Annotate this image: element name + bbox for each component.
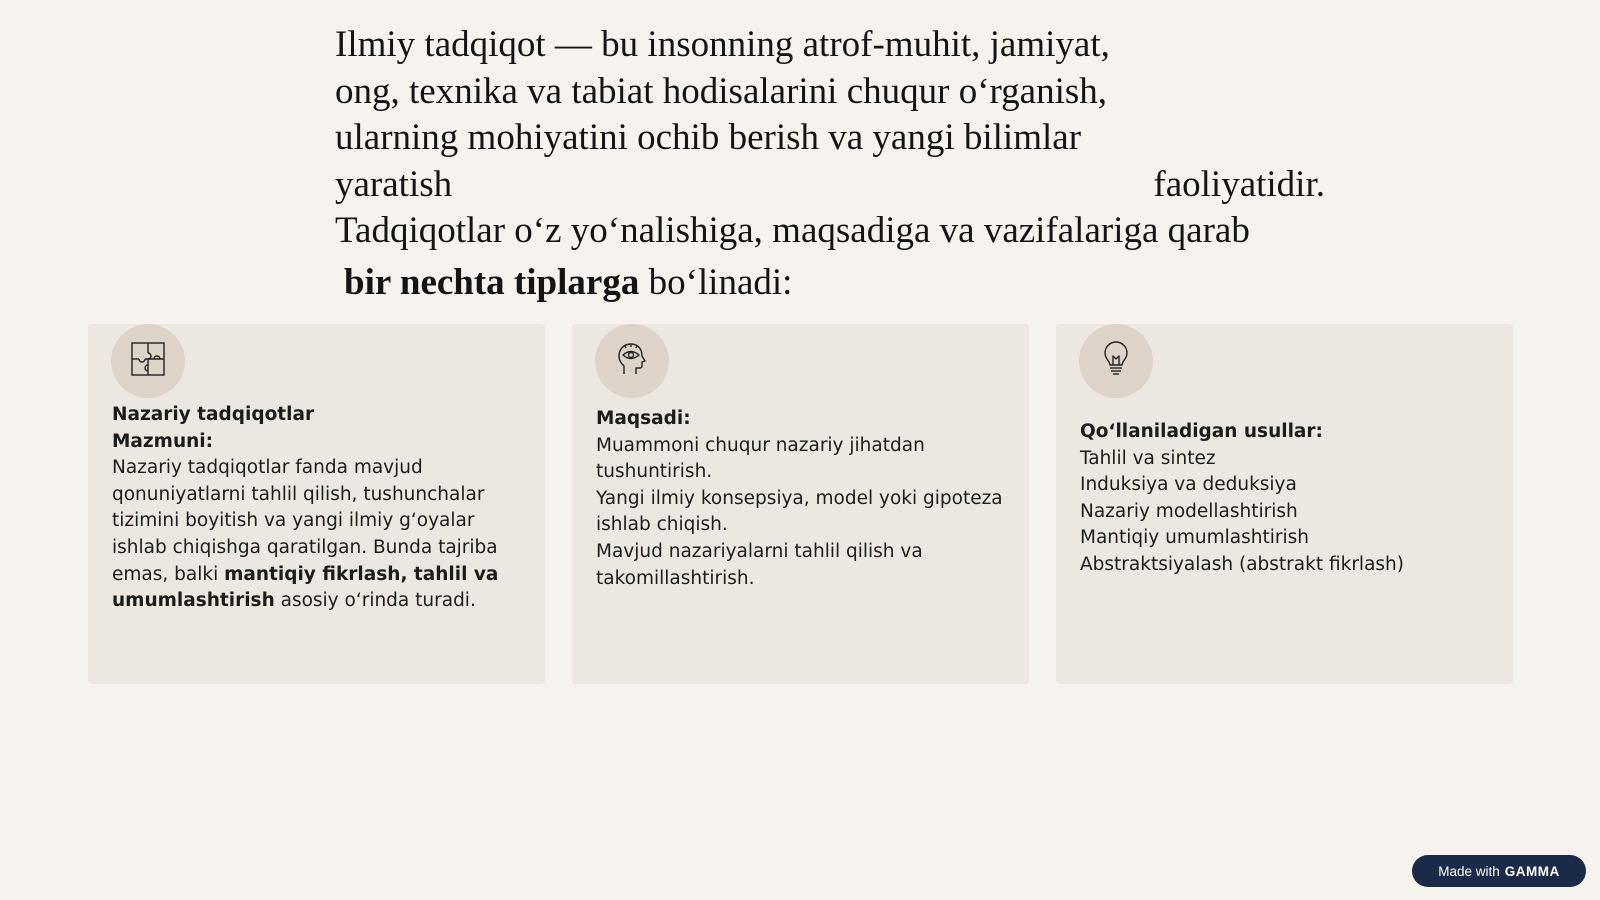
list-item: Yangi ilmiy konsepsiya, model yoki gipoteza ishlab chiqish. xyxy=(596,487,1003,536)
card-goal xyxy=(572,324,1029,684)
card-title: Nazariy tadqiqotlar xyxy=(112,404,315,425)
list-item: Mantiqiy umumlashtirish xyxy=(1080,527,1309,549)
list-item: Nazariy modellashtirish xyxy=(1080,500,1298,522)
intro-word: yaratish xyxy=(335,163,453,205)
intro-line: ularning mohiyatini ochib berish va yangi bilimlar xyxy=(335,117,1082,158)
intro-emphasis: bir nechta tiplarga xyxy=(344,261,640,303)
list-item: Tahlil va sintez xyxy=(1080,447,1216,469)
list-item: Muammoni chuqur nazariy jihatdan tushuntirish. xyxy=(596,434,925,483)
intro-line: Tadqiqotlar o‘z yo‘nalishiga, maqsadiga va vazifalariga qarab xyxy=(335,210,1250,251)
intro-word: faoliyatidir. xyxy=(1153,163,1325,205)
intro-line xyxy=(335,260,1335,307)
lightbulb-icon xyxy=(1096,339,1136,384)
icon-circle xyxy=(595,324,669,398)
badge-prefix: Made with xyxy=(1438,863,1500,879)
list-item: Mavjud nazariyalarni tahlil qilish va takomillashtirish. xyxy=(596,540,923,589)
card-text-bold: mantiqiy fikrlash, tahlil va umumlashtirish xyxy=(112,563,499,612)
gamma-logo: GAMMA xyxy=(1504,863,1560,879)
list-item: Induksiya va deduksiya xyxy=(1080,474,1297,496)
card-body xyxy=(596,406,1009,592)
icon-circle xyxy=(1079,324,1153,398)
card-paragraph xyxy=(112,455,525,615)
card-body xyxy=(1080,419,1493,579)
puzzle-icon xyxy=(128,339,168,384)
card-text-part: asosiy o‘rinda turadi. xyxy=(274,590,476,612)
intro-line-rest: bo‘linadi: xyxy=(639,261,793,303)
intro-line-justified xyxy=(335,162,1325,209)
head-eye-icon xyxy=(612,339,652,384)
card-title: Maqsadi: xyxy=(596,408,691,429)
card-theoretical-research xyxy=(88,324,545,684)
card-subtitle: Mazmuni: xyxy=(112,430,214,452)
card-methods xyxy=(1056,324,1513,684)
card-text-part: Nazariy tadqiqotlar fanda mavjud qonuniyatlarni tahlil qilish, tushunchalar tizimini boyitish va yangi ilmiy g‘oyalar ishlab chiqishga qaratilgan. Bunda tajriba emas, balki xyxy=(112,457,498,585)
list-item: Abstraktsiyalash (abstrakt fikrlash) xyxy=(1080,553,1404,575)
intro-line: Ilmiy tadqiqot — bu insonning atrof-muhit, jamiyat, xyxy=(335,24,1110,65)
card-title: Qo‘llaniladigan usullar: xyxy=(1080,421,1323,442)
icon-circle xyxy=(111,324,185,398)
intro-line: ong, texnika va tabiat hodisalarini chuqur o‘rganish, xyxy=(335,70,1108,112)
made-with-gamma-badge[interactable] xyxy=(1412,855,1586,887)
card-body xyxy=(112,402,525,615)
intro-paragraph xyxy=(335,22,1335,306)
